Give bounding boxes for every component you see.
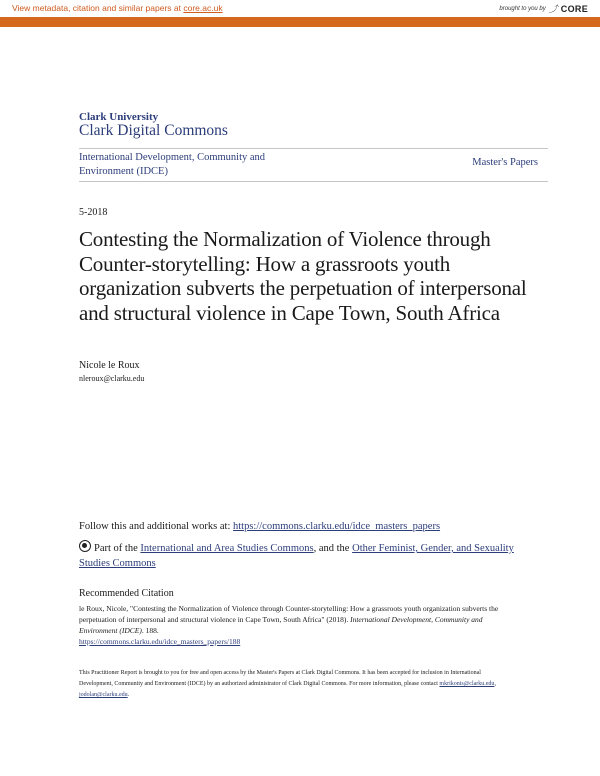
top-divider [79,148,548,149]
core-metadata-link [12,3,223,13]
author-name: Nicole le Roux [79,360,140,371]
repository-name[interactable]: Clark Digital Commons [79,122,228,139]
international-area-studies-link[interactable]: International and Area Studies Commons [140,543,314,554]
department-link[interactable]: International Development, Community and Environment (IDCE) [79,152,266,177]
and-text: , and the [313,543,353,554]
citation-body [79,603,519,647]
follow-url[interactable]: https://commons.clarku.edu/idce_masters_papers [233,521,441,532]
follow-line [79,521,440,532]
part-of-prefix: Part of the [94,543,141,554]
core-logo-icon: ⤴ [548,4,558,14]
notice-text: This Practitioner Report is brought to you for free and open access by the Master's Papers at Clark Digital Commons. It has been accepted for inclusion in International Development, Community and Environment (IDCE) by an authorized administrator of Clark Digital Commons. For more information, please contact [79,670,481,687]
part-of-line [79,540,519,571]
publication-date: 5-2018 [79,207,108,218]
core-logo[interactable]: CORE [560,3,588,14]
follow-label: Follow this and additional works at: [79,521,233,532]
provider-strip [0,17,600,41]
contact-email-2[interactable]: jodolan@clarku.edu [79,692,128,698]
contact-email-1[interactable]: mkrikonis@clarku.edu [439,681,495,687]
citation-url[interactable]: https://commons.clarku.edu/idce_masters_papers/188 [79,637,241,646]
bottom-divider [79,181,548,182]
university-name[interactable]: Clark University [79,111,159,123]
paper-title: Contesting the Normalization of Violence through Counter-storytelling: How a grassroots youth organization subverts the perpetuation of interpersonal and structural violence in Cape Town, South Africa [79,227,527,325]
core-link[interactable]: core.ac.uk [183,3,223,13]
provided-by: provided by Clark University [519,35,588,41]
core-banner [0,0,600,17]
notice-separator: , [494,681,496,687]
feminist-gender-studies-link[interactable]: Other Feminist, Gender, and Sexuality Studies Commons [79,543,514,569]
citation-journal: International Development, Community and Environment (IDCE) [79,615,483,635]
citation-text: le Roux, Nicole, "Contesting the Normalization of Violence through Counter-storytelling: How a grassroots youth organization subverts the perpetuation of interpersonal and structural violence in Cape Town, South Africa" (2018). [79,604,499,624]
citation-heading: Recommended Citation [79,588,174,599]
notice-end: . [127,692,130,698]
core-link-prefix: View metadata, citation and similar papers at [12,3,184,13]
brought-to-you [499,2,588,15]
access-notice [79,668,509,701]
citation-number: . 188. [141,626,159,635]
series-link[interactable]: Master's Papers [472,157,538,168]
brought-by-text: brought to you by [499,5,546,12]
creative-commons-icon [79,540,91,552]
author-email: nleroux@clarku.edu [79,374,145,383]
